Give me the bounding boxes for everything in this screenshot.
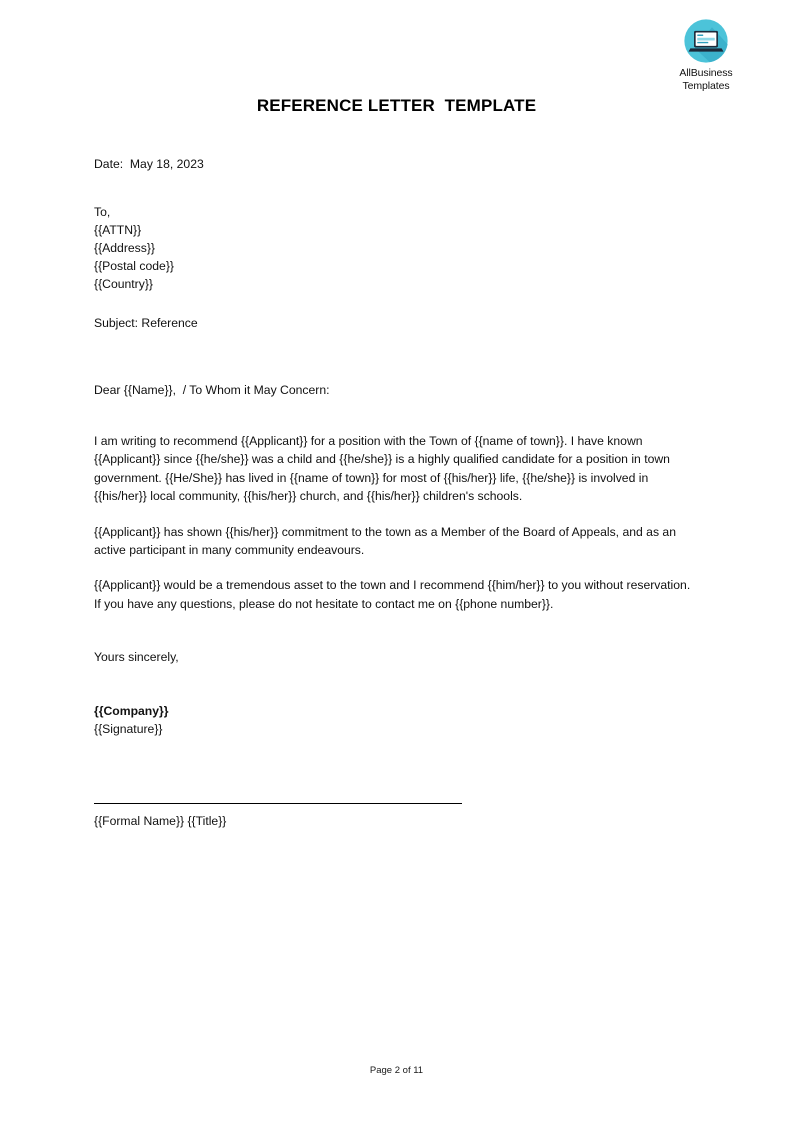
- formal-name-title: {{Formal Name}} {{Title}}: [94, 814, 227, 829]
- address-line: {{Postal code}}: [94, 259, 174, 273]
- body-paragraph: {{Applicant}} would be a tremendous asset to the town and I recommend {{him/her}} to you without reservation. If you have any questions, please do not hesitate to contact me on {{phone number}}.: [94, 578, 691, 611]
- salutation-line: Dear {{Name}}, / To Whom it May Concern:: [94, 383, 330, 397]
- subject-line: Subject: Reference: [94, 316, 198, 330]
- page-footer: Page 2 of 11: [369, 1065, 424, 1076]
- spacer: [94, 173, 694, 203]
- recipient-address-block: [94, 203, 694, 293]
- address-line: {{ATTN}}: [94, 223, 142, 237]
- date-line: Date: May 18, 2023: [94, 157, 204, 171]
- closing-line: Yours sincerely,: [94, 650, 179, 665]
- brand-logo: [651, 18, 761, 92]
- spacer: [94, 399, 694, 432]
- signature-rule: [94, 803, 462, 804]
- brand-logo-line2: Templates: [682, 79, 730, 92]
- body-paragraph: I am writing to recommend {{Applicant}} for a position with the Town of {{name of town}}. I have known {{Applicant}} since {{he/she}} was a child and {{he/she}} is a highly qualified candidate for a position in town government. {{He/She}} has lived in {{name of town}} for most of {{his/her}} life, {{he/she}} is involved in {{his/her}} local community, {{his/her}} church, and {{his/her}} children's schools.: [94, 434, 670, 504]
- brand-logo-line1: AllBusiness: [679, 67, 733, 79]
- signature-placeholder: {{Signature}}: [94, 722, 163, 737]
- address-line: To,: [94, 205, 111, 219]
- laptop-icon: [683, 18, 729, 64]
- letter-body: [94, 155, 694, 830]
- brand-logo-text: [651, 67, 761, 92]
- spacer: [94, 293, 694, 314]
- spacer: [94, 332, 694, 381]
- address-line: {{Address}}: [94, 241, 155, 255]
- page-title: REFERENCE LETTER TEMPLATE: [256, 96, 537, 115]
- body-paragraph: {{Applicant}} has shown {{his/her}} commitment to the town as a Member of the Board of Appeals, and as an active participant in many community endeavours.: [94, 524, 676, 558]
- company-name: {{Company}}: [94, 704, 169, 719]
- address-line: {{Country}}: [94, 277, 153, 291]
